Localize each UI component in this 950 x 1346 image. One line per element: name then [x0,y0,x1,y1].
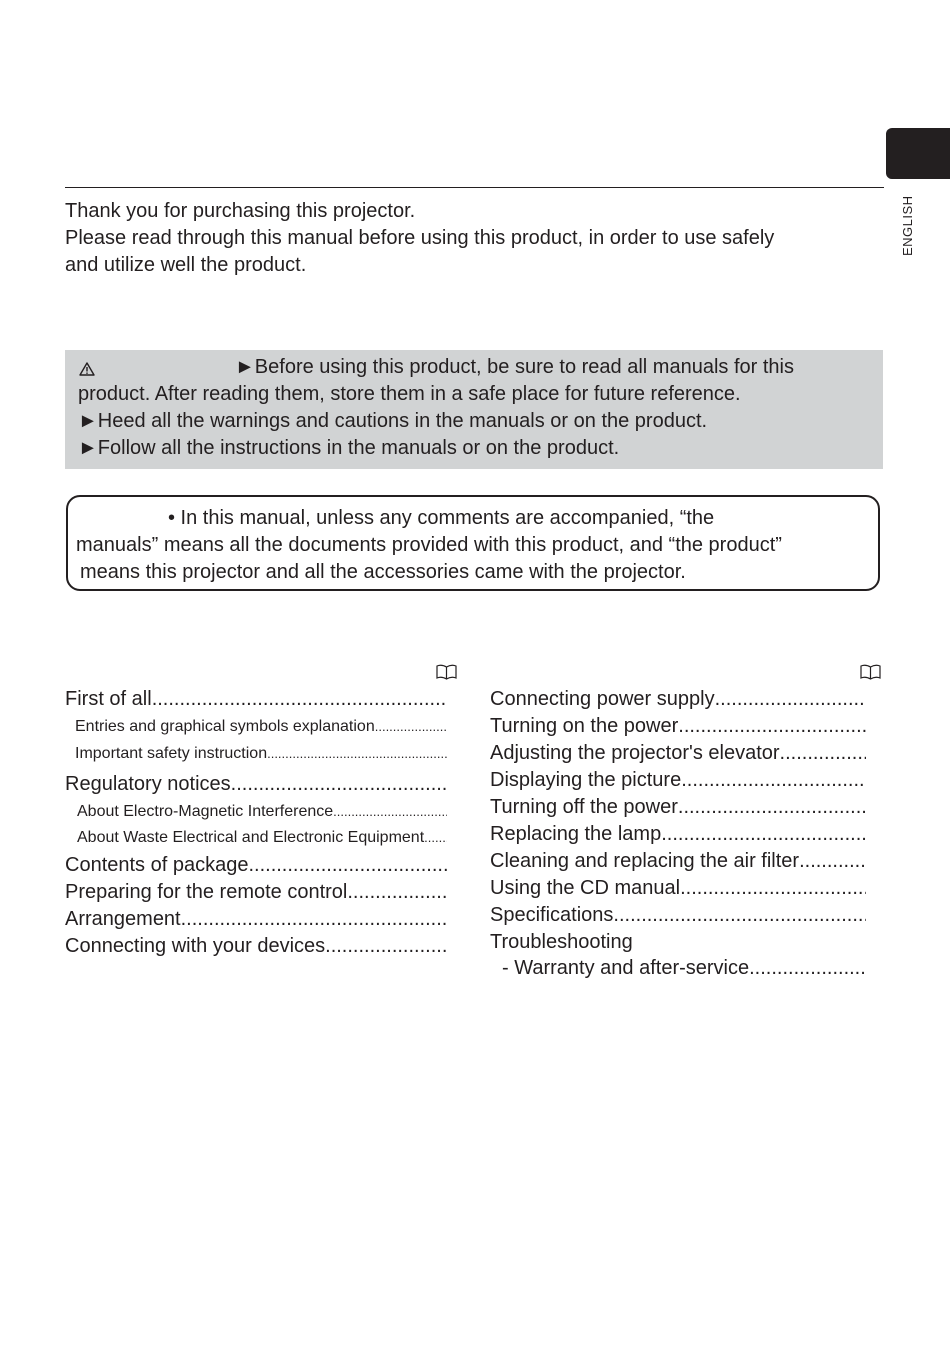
note-box [66,495,880,591]
toc-title: Important safety instruction [75,745,268,762]
toc-entry[interactable] [490,740,866,767]
toc-title: Replacing the lamp [490,823,662,845]
intro-line: and utilize well the product. [65,254,307,276]
toc-title: About Waste Electrical and Electronic Equipment [77,829,425,846]
toc-subentry[interactable] [65,824,447,848]
toc-title: Adjusting the projector's elevator [490,742,780,764]
intro-text [65,198,875,279]
note-line: manuals” means all the documents provided with this product, and “the product” [76,534,782,556]
intro-line: Thank you for purchasing this projector. [65,200,416,222]
toc-title: Connecting with your devices [65,935,326,957]
note-line: means this projector and all the accessories came with the projector. [80,561,686,583]
warning-line: ►Heed all the warnings and cautions in the manuals or on the product. [78,410,708,432]
toc-entry[interactable] [490,875,866,902]
note-line: • In this manual, unless any comments are accompanied, “the [168,507,715,529]
toc-entry[interactable] [65,771,447,798]
toc-title: About Electro-Magnetic Interference [77,803,334,820]
toc-entry[interactable] [490,929,866,956]
toc-entry[interactable] [490,848,866,875]
toc-entry[interactable] [65,906,447,933]
toc-entry[interactable] [490,956,866,980]
toc-title: Regulatory notices [65,773,231,795]
language-label: ENGLISH [900,195,915,256]
toc-entry[interactable] [490,821,866,848]
toc-title: Turning off the power [490,796,678,818]
toc-entry[interactable] [490,794,866,821]
toc-entry[interactable] [65,686,447,713]
warning-box [65,350,883,469]
toc-title: Turning on the power [490,715,679,737]
toc-title: Using the CD manual [490,877,681,899]
toc-entry[interactable] [490,767,866,794]
toc-entry[interactable] [65,852,447,879]
toc-left-column [65,686,447,960]
warning-line: ►Before using this product, be sure to read all manuals for this [235,356,794,378]
intro-line: Please read through this manual before using this product, in order to use safely [65,227,775,249]
toc-title: Contents of package [65,854,249,876]
toc-title: Entries and graphical symbols explanation [75,718,375,735]
toc-title: Preparing for the remote control [65,881,348,903]
toc-title: Arrangement [65,908,181,930]
toc-title: - Warranty and after-service [502,957,750,979]
book-icon [860,664,881,680]
language-tab [886,128,950,179]
toc-title: Troubleshooting [490,931,633,953]
toc-title: Displaying the picture [490,769,682,791]
toc-right-column [490,686,866,980]
book-icon [436,664,457,680]
toc-entry[interactable] [490,686,866,713]
toc-title: First of all [65,688,152,710]
toc-entry[interactable] [65,879,447,906]
warning-line: ►Follow all the instructions in the manuals or on the product. [78,437,620,459]
toc-entry[interactable] [490,713,866,740]
toc-entry[interactable] [490,902,866,929]
header-rule [65,187,884,188]
warning-line: product. After reading them, store them in a safe place for future reference. [78,383,741,405]
toc-title: Specifications [490,904,614,926]
toc-title: Connecting power supply [490,688,715,710]
toc-subentry[interactable] [65,798,447,822]
toc-subentry[interactable] [65,713,447,740]
toc-subentry[interactable] [65,740,447,767]
toc-entry[interactable] [65,933,447,960]
toc-title: Cleaning and replacing the air filter [490,850,800,872]
